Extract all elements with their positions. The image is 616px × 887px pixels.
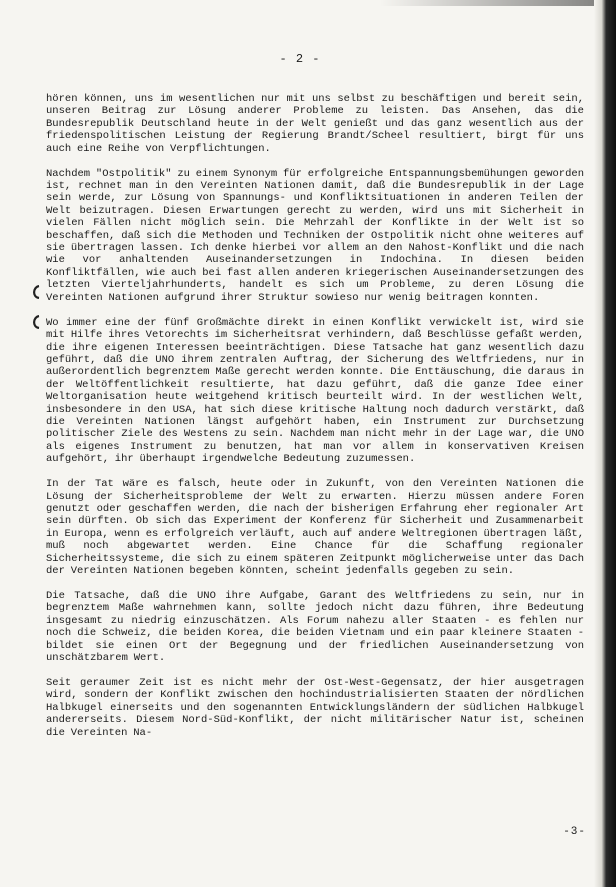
paragraph: Die Tatsache, daß die UNO ihre Aufgabe, Garant des Weltfriedens zu sein, nur in begrenztem Maße wahrnehmen kann, sollte jedoch nicht dazu führen, ihre Bedeutung insgesamt zu niedrig einzuschätzen. Als Forum nahezu aller Staaten - es fehlen nur noch die Schweiz, die beiden Korea, die beiden Vietnam und ein paar kleinere Staaten - bildet sie einen Ort der Begegnung und der friedlichen Auseinandersetzung von unschätzbarem Wert. bbox=[46, 590, 584, 665]
next-page-marker: -3- bbox=[563, 826, 586, 838]
paragraph: Nachdem "Ostpolitik" zu einem Synonym für erfolgreiche Entspannungsbemühungen geworden ist, rechnet man in den Vereinten Nationen damit, daß die Bundesrepublik in der Lage sein werde, zur Lösung von Spannungs- und Konfliktsituationen in anderen Teilen der Welt beizutragen. Diesen Erwartungen gerecht zu werden, wird uns mit Sicherheit in vielen Fällen nicht möglich sein. Die Mehrzahl der Konflikte in der Welt ist so beschaffen, daß sich die Methoden und Techniken der Ostpolitik nicht ohne weiteres auf sie übertragen lassen. Ich denke hierbei vor allem an den Nahost-Konflikt und die nach wie vor anhaltenden Auseinandersetzungen in Indochina. In diesen beiden Konfliktfällen, wie auch bei fast allen anderen kriegerischen Auseinandersetzungen des letzten Vierteljahrhunderts, handelt es sich um Probleme, zu deren Lösung die Vereinten Nationen aufgrund ihrer Struktur sowieso nur wenig beitragen konnten. bbox=[46, 167, 584, 304]
body-text bbox=[46, 93, 584, 752]
page-number: - 2 - bbox=[279, 52, 321, 66]
paragraph: Wo immer eine der fünf Großmächte direkt in einen Konflikt verwickelt ist, wird sie mit Hilfe ihres Vetorechts im Sicherheitsrat verhindern, daß Beschlüsse gefaßt werden, die ihre eigenen Interessen beeinträchtigen. Diese Tatsache hat ganz wesentlich dazu geführt, daß die UNO ihrem zentralen Auftrag, der Sicherung des Weltfriedens, nur in außerordentlich begrenztem Maße gerecht werden konnte. Die Enttäuschung, die daraus in der Weltöffentlichkeit resultierte, hat dazu geführt, daß die ganze Idee einer Weltorganisation heute weitgehend kritisch beurteilt wird. In der westlichen Welt, insbesondere in den USA, hat sich diese kritische Haltung noch dadurch verstärkt, daß die Vereinten Nationen längst aufgehört haben, ein Instrument zur Durchsetzung politischer Ziele des Westens zu sein. Nachdem man nicht mehr in der Lage war, die UNO als eigenes Instrument zu benutzen, hat man vor allem in konservativen Kreisen aufgehört, ihr überhaupt irgendwelche Bedeutung zuzumessen. bbox=[46, 316, 584, 466]
paragraph: hören können, uns im wesentlichen nur mit uns selbst zu beschäftigen und bereit sein, unseren Beitrag zur Lösung anderer Probleme zu leisten. Das Ansehen, das die Bundesrepublik Deutschland heute in der Welt genießt und das ganz wesentlich aus der friedenspolitischen Leistung der Regierung Brandt/Scheel resultiert, birgt für uns auch eine Reihe von Verpflichtungen. bbox=[46, 93, 584, 155]
scan-top-edge bbox=[380, 0, 616, 6]
punch-hole-icon bbox=[30, 315, 42, 329]
scan-right-edge bbox=[594, 0, 616, 887]
paragraph: In der Tat wäre es falsch, heute oder in Zukunft, von den Vereinten Nationen die Lösung der Sicherheitsprobleme der Welt zu erwarten. Hierzu müssen andere Foren genutzt oder geschaffen werden, die nach der bisherigen Erfahrung eher regionaler Art sein dürften. Ob sich das Experiment der Konferenz für Sicherheit und Zusammenarbeit in Europa, wenn es erfolgreich verläuft, auch auf andere Weltregionen übertragen läßt, muß noch abgewartet werden. Eine Chance für die Schaffung regionaler Sicherheitssysteme, die sich zu einem späteren Zeitpunkt möglicherweise unter das Dach der Vereinten Nationen begeben könnten, scheint jedenfalls gegeben zu sein. bbox=[46, 478, 584, 577]
paragraph: Seit geraumer Zeit ist es nicht mehr der Ost-West-Gegensatz, der hier ausgetragen wird, sondern der Konflikt zwischen den hochindustrialisierten Staaten der nördlichen Halbkugel einerseits und den sogenannten Entwicklungsländern der südlichen Halbkugel andererseits. Diesem Nord-Süd-Konflikt, der nicht militärischer Natur ist, scheinen die Vereinten Na- bbox=[46, 677, 584, 739]
punch-hole-icon bbox=[30, 285, 42, 299]
